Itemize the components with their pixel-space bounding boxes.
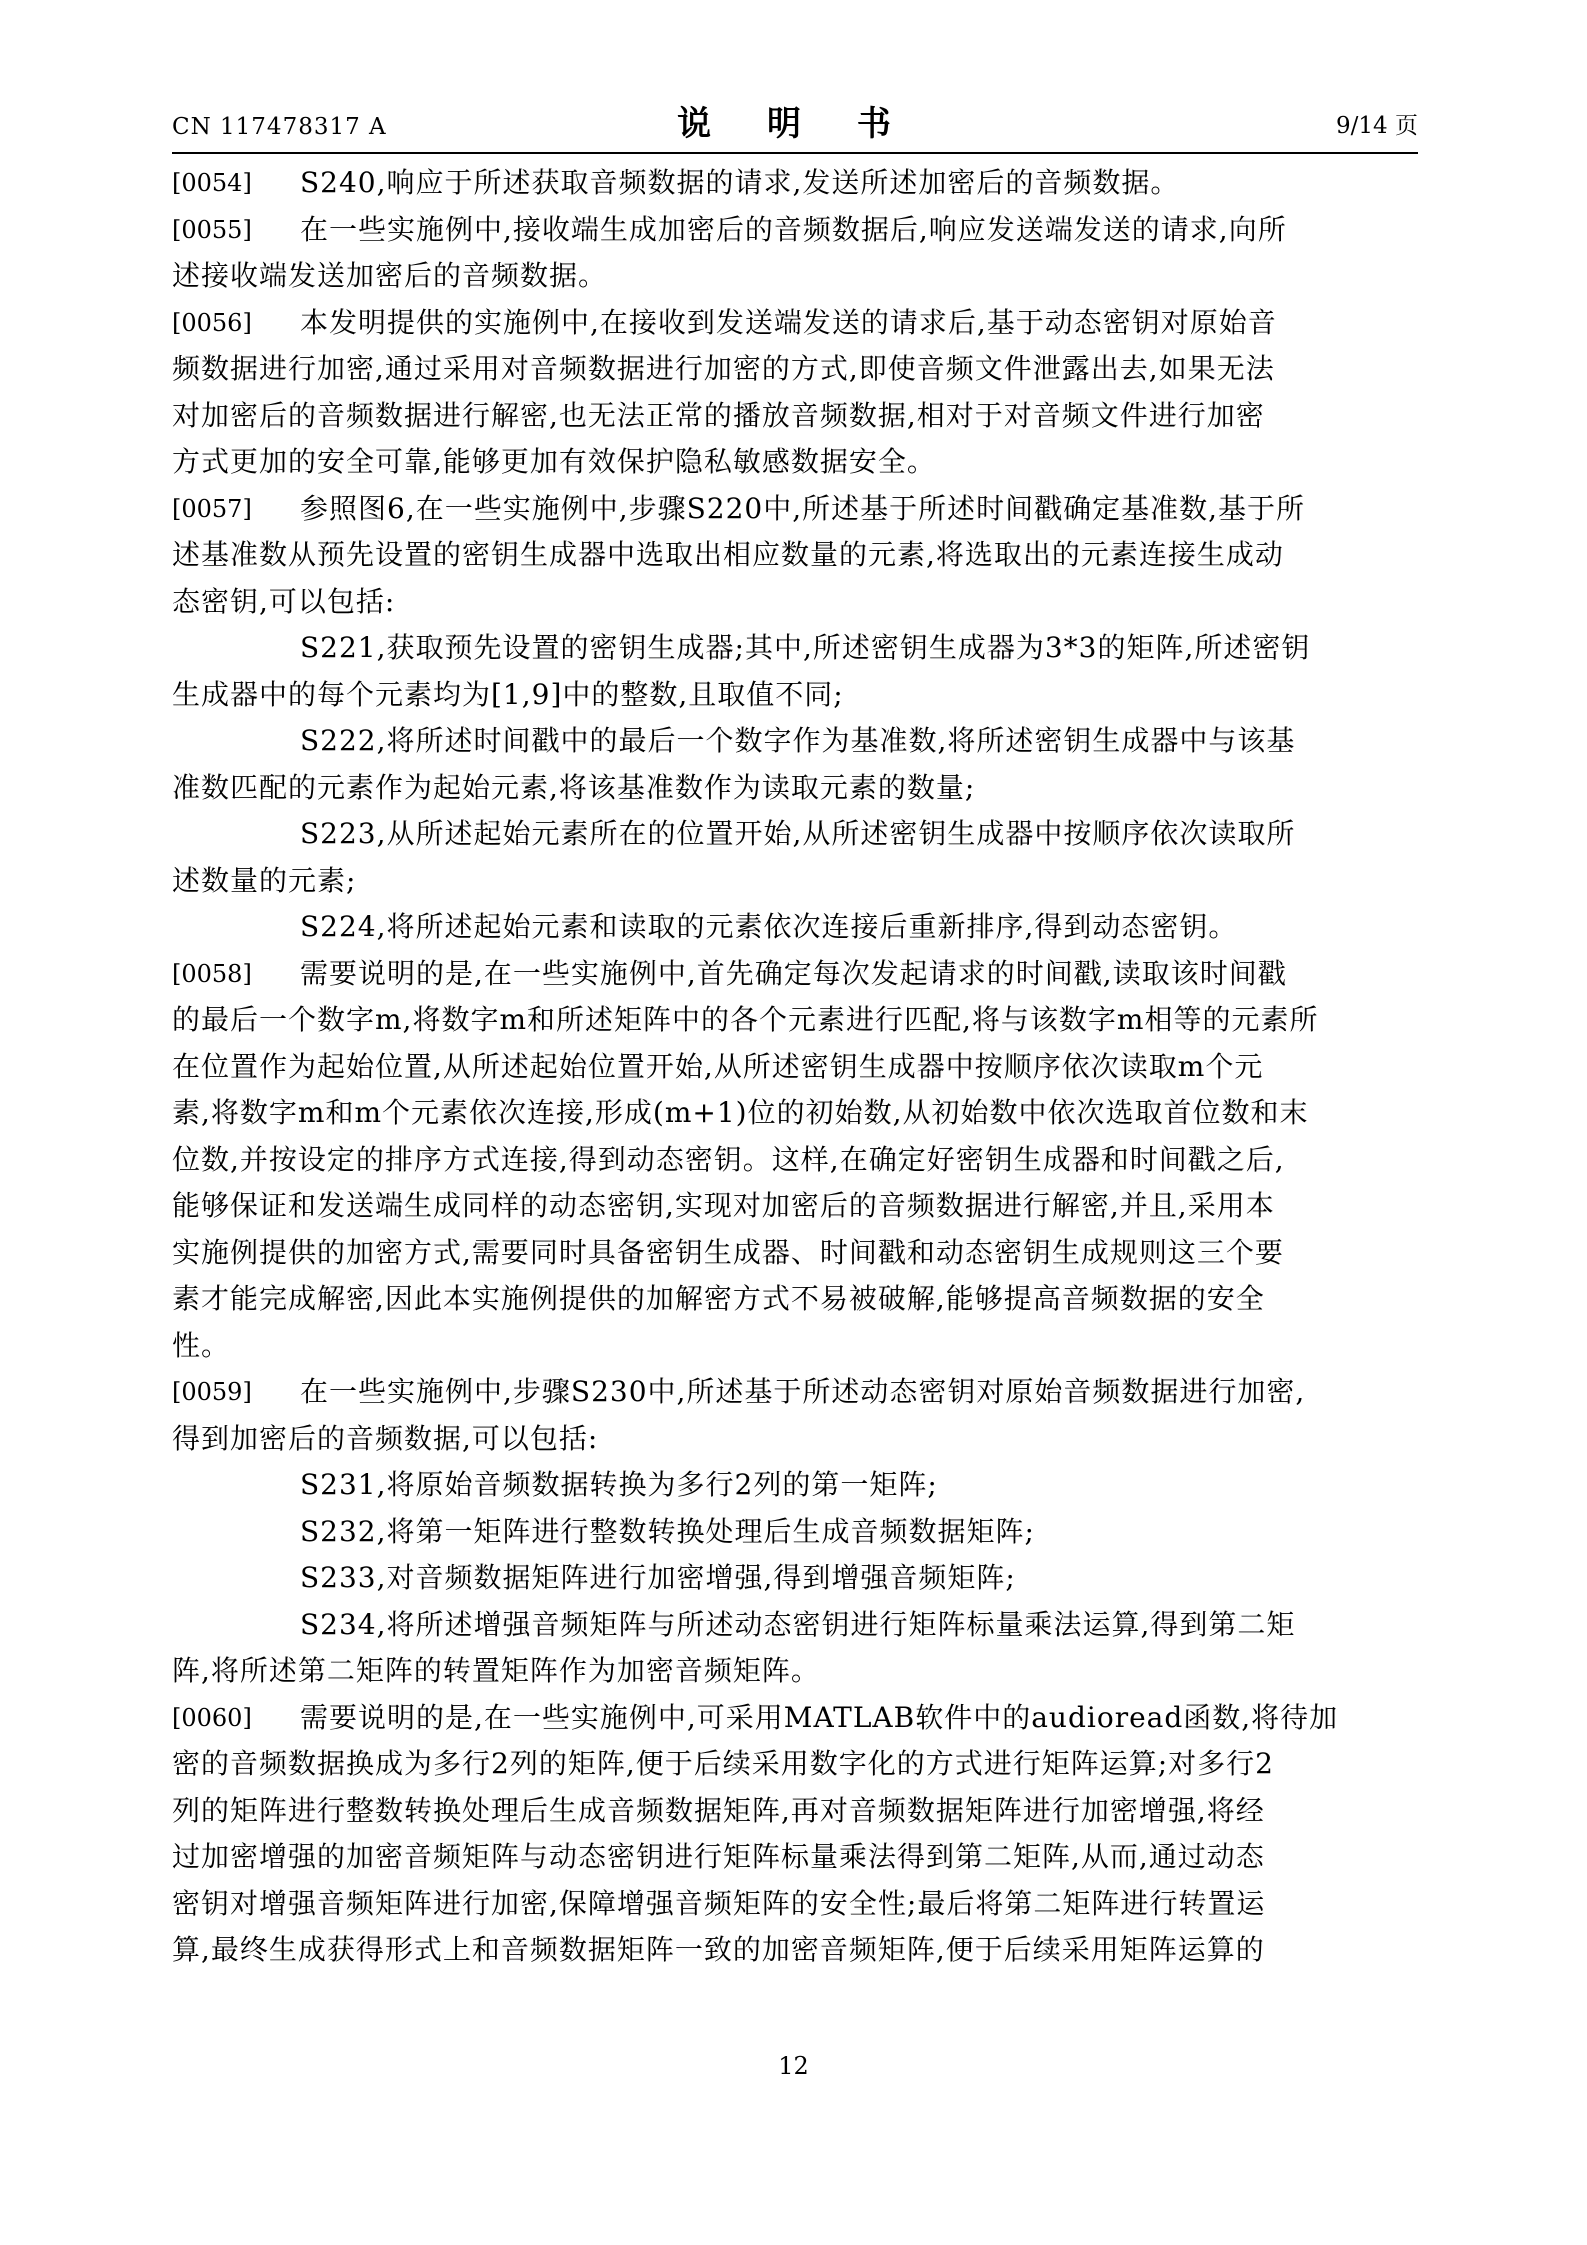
- paragraph-text: S234,将所述增强音频矩阵与所述动态密钥进行矩阵标量乘法运算,得到第二矩: [300, 1607, 1296, 1641]
- paragraph-text: 能够保证和发送端生成同样的动态密钥,实现对加密后的音频数据进行解密,并且,采用本: [172, 1189, 1275, 1222]
- paragraph-number: [0059]: [172, 1378, 252, 1406]
- paragraph-text: 素才能完成解密,因此本实施例提供的加解密方式不易被破解,能够提高音频数据的安全: [172, 1282, 1265, 1315]
- paragraph-number: [0056]: [172, 308, 252, 337]
- paragraph-text: 参照图6,在一些实施例中,步骤S220中,所述基于所述时间戳确定基准数,基于所: [300, 491, 1306, 525]
- paragraph-text: 实施例提供的加密方式,需要同时具备密钥生成器、时间戳和动态密钥生成规则这三个要: [172, 1235, 1284, 1269]
- paragraph-text: 需要说明的是,在一些实施例中,首先确定每次发起请求的时间戳,读取该时间戳: [300, 956, 1287, 990]
- paragraph-text: S223,从所述起始元素所在的位置开始,从所述密钥生成器中按顺序依次读取所: [300, 817, 1296, 850]
- paragraph-text: 过加密增强的加密音频矩阵与动态密钥进行矩阵标量乘法得到第二矩阵,从而,通过动态: [172, 1840, 1265, 1873]
- paragraph-text: S233,对音频数据矩阵进行加密增强,得到增强音频矩阵;: [300, 1561, 1016, 1594]
- paragraph-text: 在一些实施例中,步骤S230中,所述基于所述动态密钥对原始音频数据进行加密,: [300, 1375, 1306, 1408]
- paragraph-text: 述数量的元素;: [172, 863, 357, 897]
- paragraph-text: 阵,将所述第二矩阵的转置矩阵作为加密音频矩阵。: [172, 1654, 820, 1687]
- paragraph-text: 态密钥,可以包括:: [172, 584, 396, 618]
- paragraph-text: 在位置作为起始位置,从所述起始位置开始,从所述密钥生成器中按顺序依次读取m个元: [172, 1049, 1264, 1083]
- paragraph-text: S240,响应于所述获取音频数据的请求,发送所述加密后的音频数据。: [300, 166, 1180, 199]
- paragraph-text: S222,将所述时间戳中的最后一个数字作为基准数,将所述密钥生成器中与该基: [300, 724, 1296, 757]
- paragraph-text: S231,将原始音频数据转换为多行2列的第一矩阵;: [300, 1468, 938, 1501]
- paragraph-number: [0060]: [172, 1703, 252, 1732]
- paragraph-text: 需要说明的是,在一些实施例中,可采用MATLAB软件中的audioread函数,将待加: [300, 1700, 1339, 1734]
- paragraph-text: 得到加密后的音频数据,可以包括:: [172, 1421, 599, 1455]
- page-counter: 9/14 页: [1336, 113, 1418, 139]
- paragraph-text: 方式更加的安全可靠,能够更加有效保护隐私敏感数据安全。: [172, 445, 936, 478]
- paragraph-text: 的最后一个数字m,将数字m和所述矩阵中的各个元素进行匹配,将与该数字m相等的元素所: [172, 1003, 1319, 1036]
- document-title: 说 明 书: [677, 104, 913, 144]
- header-rule: [172, 152, 1418, 154]
- patent-number: CN 117478317 A: [172, 114, 387, 140]
- paragraph-text: S221,获取预先设置的密钥生成器;其中,所述密钥生成器为3*3的矩阵,所述密钥: [300, 631, 1311, 664]
- paragraph-text: 列的矩阵进行整数转换处理后生成音频数据矩阵,再对音频数据矩阵进行加密增强,将经: [172, 1793, 1265, 1827]
- paragraph-text: 准数匹配的元素作为起始元素,将该基准数作为读取元素的数量;: [172, 770, 976, 804]
- paragraph-number: [0058]: [172, 959, 252, 988]
- paragraph-text: 算,最终生成获得形式上和音频数据矩阵一致的加密音频矩阵,便于后续采用矩阵运算的: [172, 1933, 1265, 1966]
- paragraph-text: 性。: [172, 1328, 231, 1362]
- paragraph-text: 述接收端发送加密后的音频数据。: [172, 259, 608, 292]
- page-number: 12: [778, 2052, 809, 2080]
- page-header: [172, 96, 1418, 148]
- paragraph-number: [0057]: [172, 494, 252, 523]
- paragraph-text: 述基准数从预先设置的密钥生成器中选取出相应数量的元素,将选取出的元素连接生成动: [172, 538, 1284, 571]
- paragraph-text: S232,将第一矩阵进行整数转换处理后生成音频数据矩阵;: [300, 1514, 1035, 1548]
- paragraph-number: [0055]: [172, 215, 252, 244]
- paragraph-text: 在一些实施例中,接收端生成加密后的音频数据后,响应发送端发送的请求,向所: [300, 212, 1287, 246]
- paragraph-text: 本发明提供的实施例中,在接收到发送端发送的请求后,基于动态密钥对原始音: [300, 305, 1277, 339]
- paragraph-text: 生成器中的每个元素均为[1,9]中的整数,且取值不同;: [172, 677, 844, 711]
- paragraph-text: 密钥对增强音频矩阵进行加密,保障增强音频矩阵的安全性;最后将第二矩阵进行转置运: [172, 1886, 1266, 1920]
- paragraph-text: 密的音频数据换成为多行2列的矩阵,便于后续采用数字化的方式进行矩阵运算;对多行2: [172, 1747, 1274, 1780]
- paragraph-text: 对加密后的音频数据进行解密,也无法正常的播放音频数据,相对于对音频文件进行加密: [172, 398, 1265, 432]
- paragraph-text: 素,将数字m和m个元素依次连接,形成(m+1)位的初始数,从初始数中依次选取首位数和末: [172, 1096, 1309, 1129]
- paragraph-text: 位数,并按设定的排序方式连接,得到动态密钥。这样,在确定好密钥生成器和时间戳之后,: [172, 1142, 1285, 1176]
- paragraph-text: 频数据进行加密,通过采用对音频数据进行加密的方式,即使音频文件泄露出去,如果无法: [172, 352, 1275, 385]
- paragraph-text: S224,将所述起始元素和读取的元素依次连接后重新排序,得到动态密钥。: [300, 910, 1238, 943]
- paragraph-number: [0054]: [172, 169, 252, 197]
